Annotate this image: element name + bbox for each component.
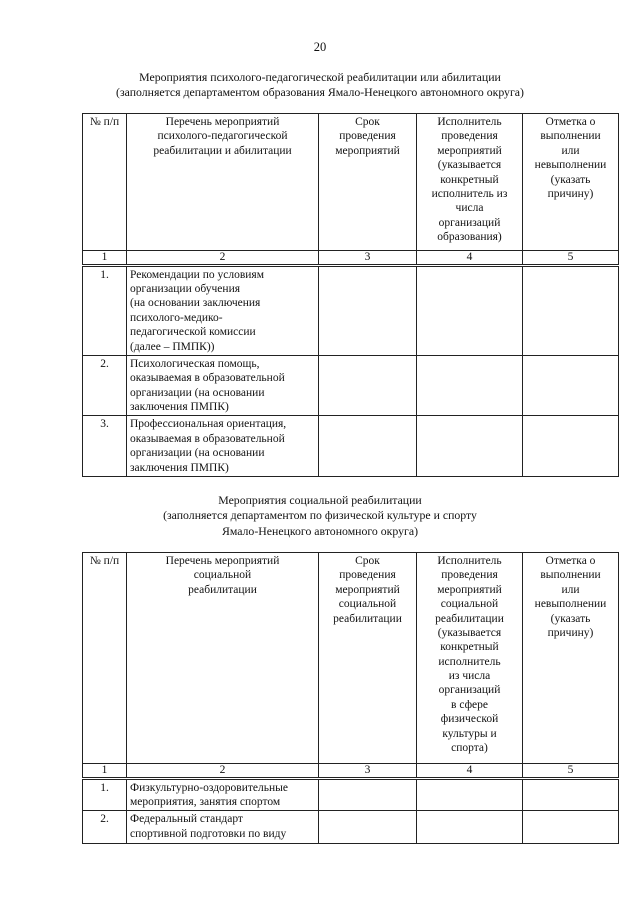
header-line: № п/п bbox=[89, 555, 120, 567]
column-number: 1 bbox=[83, 251, 127, 266]
header-line: № п/п bbox=[89, 116, 120, 128]
section2-heading bbox=[0, 493, 640, 539]
empty-cell bbox=[319, 265, 417, 355]
table-row bbox=[83, 778, 619, 811]
activity-line: мероприятия, занятия спортом bbox=[130, 796, 281, 809]
row-activity-text bbox=[127, 355, 319, 416]
header-line: проведения bbox=[441, 569, 498, 582]
header-line: из числа bbox=[448, 670, 491, 682]
column-header-4 bbox=[417, 553, 523, 764]
empty-cell bbox=[319, 811, 417, 844]
header-line: исполнитель из bbox=[431, 187, 508, 200]
empty-cell bbox=[417, 416, 523, 477]
empty-cell bbox=[417, 778, 523, 811]
empty-cell bbox=[319, 416, 417, 477]
header-line: Исполнитель bbox=[437, 555, 502, 567]
header-line: реабилитации bbox=[188, 583, 257, 596]
column-number: 4 bbox=[417, 251, 523, 266]
empty-cell bbox=[523, 355, 619, 416]
header-line: конкретный bbox=[440, 173, 499, 186]
header-line: или bbox=[561, 583, 580, 596]
empty-cell bbox=[523, 778, 619, 811]
header-line: реабилитации bbox=[435, 612, 504, 625]
activity-line: Рекомендации по условиям bbox=[130, 268, 264, 281]
activity-line: оказываемая в образовательной bbox=[130, 432, 285, 445]
activity-line: Федеральный стандарт bbox=[130, 813, 243, 826]
header-line: реабилитации bbox=[333, 612, 402, 625]
activity-line: (на основании заключения bbox=[130, 297, 261, 310]
section1-table bbox=[82, 113, 619, 477]
header-line: мероприятий bbox=[335, 583, 400, 596]
header-line: Отметка о bbox=[545, 116, 596, 128]
column-header-2 bbox=[127, 114, 319, 251]
header-line: Перечень мероприятий bbox=[165, 116, 280, 128]
header-line: физической bbox=[440, 713, 499, 726]
header-line: невыполнении bbox=[534, 598, 607, 611]
section2-table bbox=[82, 552, 619, 844]
table-row bbox=[83, 811, 619, 844]
section1-header-row bbox=[83, 114, 619, 251]
header-line: исполнитель bbox=[438, 655, 501, 668]
column-number: 4 bbox=[417, 764, 523, 779]
header-line: Отметка о bbox=[545, 555, 596, 567]
heading-line: Ямало-Ненецкого автономного округа) bbox=[221, 523, 419, 538]
header-line: причину) bbox=[547, 187, 594, 200]
column-number: 2 bbox=[127, 764, 319, 779]
column-number: 3 bbox=[319, 251, 417, 266]
empty-cell bbox=[417, 811, 523, 844]
activity-line: заключения ПМПК) bbox=[130, 461, 229, 474]
column-header-3 bbox=[319, 553, 417, 764]
activity-line: Физкультурно-оздоровительные bbox=[130, 781, 288, 794]
empty-cell bbox=[319, 778, 417, 811]
row-activity-text bbox=[127, 811, 319, 844]
column-header-5 bbox=[523, 553, 619, 764]
header-line: реабилитации и абилитации bbox=[153, 144, 292, 157]
activity-line: Психологическая помощь, bbox=[130, 357, 260, 370]
empty-cell bbox=[523, 265, 619, 355]
header-line: невыполнении bbox=[534, 159, 607, 172]
header-line: в сфере bbox=[451, 698, 488, 711]
section2-header-row bbox=[83, 553, 619, 764]
row-number: 1. bbox=[83, 778, 127, 811]
activity-line: заключения ПМПК) bbox=[130, 401, 229, 414]
header-line: проведения bbox=[339, 130, 396, 143]
column-header-4 bbox=[417, 114, 523, 251]
header-line: (указывается bbox=[437, 159, 502, 172]
header-line: или bbox=[561, 144, 580, 157]
header-line: мероприятий bbox=[437, 583, 502, 596]
row-activity-text bbox=[127, 416, 319, 477]
header-line: проведения bbox=[441, 130, 498, 143]
column-number: 1 bbox=[83, 764, 127, 779]
header-line: Срок bbox=[355, 555, 380, 567]
empty-cell bbox=[523, 416, 619, 477]
column-number: 5 bbox=[523, 764, 619, 779]
column-header-1 bbox=[83, 553, 127, 764]
header-line: (указать bbox=[550, 173, 591, 186]
header-line: Исполнитель bbox=[437, 116, 502, 128]
activity-line: организации (на основании bbox=[130, 447, 265, 460]
activity-line: (далее – ПМПК)) bbox=[130, 340, 215, 353]
header-line: образования) bbox=[437, 231, 502, 243]
header-line: культуры и bbox=[442, 727, 497, 740]
section2-index-row bbox=[83, 764, 619, 779]
empty-cell bbox=[523, 811, 619, 844]
column-number: 2 bbox=[127, 251, 319, 266]
row-activity-text bbox=[127, 778, 319, 811]
header-line: организаций bbox=[438, 216, 501, 229]
table-row bbox=[83, 265, 619, 355]
table-row bbox=[83, 355, 619, 416]
header-line: (указывается bbox=[437, 626, 502, 639]
header-line: мероприятий bbox=[437, 144, 502, 157]
section1-heading bbox=[0, 70, 640, 101]
activity-line: организации обучения bbox=[130, 283, 241, 296]
header-line: конкретный bbox=[440, 641, 499, 654]
row-number: 3. bbox=[83, 416, 127, 477]
header-line: мероприятий bbox=[335, 144, 400, 157]
table-row bbox=[83, 416, 619, 477]
header-line: (указать bbox=[550, 612, 591, 625]
column-number: 5 bbox=[523, 251, 619, 266]
row-number: 2. bbox=[83, 811, 127, 844]
header-line: причину) bbox=[547, 626, 594, 639]
section1-index-row bbox=[83, 251, 619, 266]
activity-line: спортивной подготовки по виду bbox=[130, 827, 287, 840]
activity-line: педагогической комиссии bbox=[130, 326, 256, 339]
heading-line: Мероприятия социальной реабилитации bbox=[218, 493, 422, 507]
heading-line: (заполняется департаментом по физической культуре и спорту bbox=[163, 508, 477, 523]
heading-line: Мероприятия психолого-педагогической реабилитации или абилитации bbox=[139, 70, 501, 84]
activity-line: психолого-медико- bbox=[130, 311, 223, 324]
header-line: организаций bbox=[438, 684, 501, 697]
header-line: выполнении bbox=[540, 569, 601, 582]
header-line: выполнении bbox=[540, 130, 601, 143]
header-line: спорта) bbox=[451, 741, 488, 754]
row-number: 1. bbox=[83, 265, 127, 355]
header-line: социальной bbox=[338, 598, 397, 611]
header-line: Перечень мероприятий bbox=[165, 555, 280, 567]
column-header-2 bbox=[127, 553, 319, 764]
column-number: 3 bbox=[319, 764, 417, 779]
header-line: психолого-педагогической bbox=[157, 130, 288, 143]
activity-line: оказываемая в образовательной bbox=[130, 372, 285, 385]
column-header-5 bbox=[523, 114, 619, 251]
row-number: 2. bbox=[83, 355, 127, 416]
row-activity-text bbox=[127, 265, 319, 355]
heading-line: (заполняется департаментом образования Ямало-Ненецкого автономного округа) bbox=[116, 85, 524, 100]
empty-cell bbox=[417, 355, 523, 416]
activity-line: организации (на основании bbox=[130, 386, 265, 399]
header-line: числа bbox=[455, 202, 484, 215]
column-header-1 bbox=[83, 114, 127, 251]
page-number: 20 bbox=[313, 40, 327, 54]
activity-line: Профессиональная ориентация, bbox=[130, 418, 287, 431]
header-line: проведения bbox=[339, 569, 396, 582]
column-header-3 bbox=[319, 114, 417, 251]
empty-cell bbox=[417, 265, 523, 355]
empty-cell bbox=[319, 355, 417, 416]
header-line: социальной bbox=[193, 569, 252, 582]
header-line: социальной bbox=[440, 598, 499, 611]
header-line: Срок bbox=[355, 116, 380, 128]
